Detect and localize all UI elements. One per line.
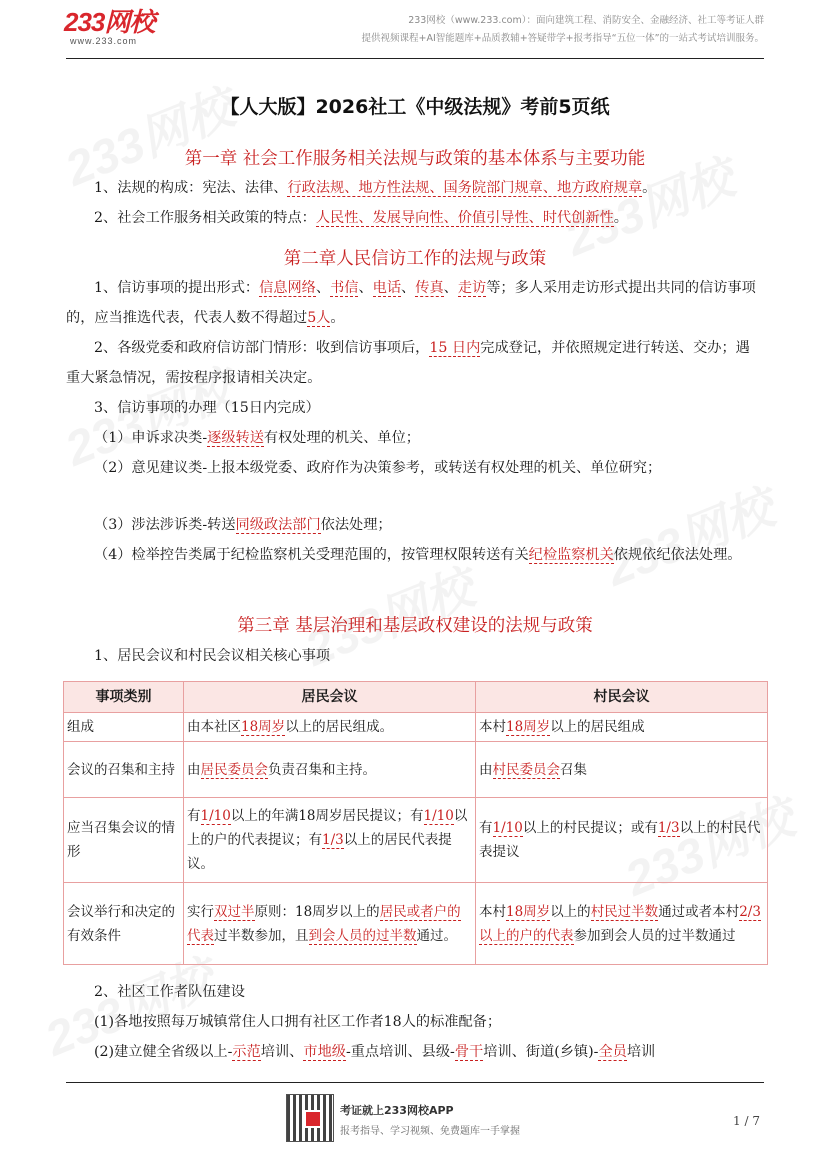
ch3-paragraph-4: (2)建立健全省级以上-示范培训、市地级-重点培训、县级-骨干培训、街道(乡镇)-全员培训 xyxy=(94,1044,656,1060)
table-cell: 应当召集会议的情形 xyxy=(64,798,184,883)
app-badge-icon xyxy=(304,1110,322,1128)
brand-logo xyxy=(64,8,154,46)
table-row xyxy=(64,883,768,965)
table-cell: 由本社区18周岁以上的居民组成。 xyxy=(184,713,476,742)
table-row xyxy=(64,742,768,798)
page-header xyxy=(0,0,830,60)
table-cell: 由居民委员会负责召集和主持。 xyxy=(184,742,476,798)
table-cell: 会议举行和决定的有效条件 xyxy=(64,883,184,965)
ch2-item-4: （4）检举控告类属于纪检监察机关受理范围的，按管理权限转送有关纪检监察机关依规依纪依法处理。 xyxy=(94,547,742,563)
header-divider xyxy=(66,58,764,59)
table-header-row xyxy=(64,682,768,713)
ch2-item-2: （2）意见建议类-上报本级党委、政府作为决策参考，或转送有权处理的机关、单位研究； xyxy=(94,460,662,476)
table-header: 事项类别 xyxy=(64,682,184,713)
chapter-1-heading: 第一章 社会工作服务相关法规与政策的基本体系与主要功能 xyxy=(184,149,646,169)
ch2-item-1: （1）申诉求决类-逐级转送有权处理的机关、单位； xyxy=(94,430,420,446)
ch2-item-3: （3）涉法涉诉类-转送同级政法部门依法处理； xyxy=(94,517,392,533)
table-cell: 本村18周岁以上的居民组成 xyxy=(476,713,768,742)
chapter-3-heading: 第三章 基层治理和基层政权建设的法规与政策 xyxy=(237,616,593,636)
table-row xyxy=(64,713,768,742)
footer-app-slogan: 考证就上233网校APP xyxy=(340,1104,454,1117)
ch2-paragraph-2: 2、各级党委和政府信访部门情形：收到信访事项后，15 日内完成登记，并依照规定进行转送、交办；遇重大紧急情况，需按程序报请相关决定。 xyxy=(66,340,750,386)
table-cell: 实行双过半原则：18周岁以上的居民或者户的代表过半数参加，且到会人员的过半数通过。 xyxy=(184,883,476,965)
ch1-paragraph-2: 2、社会工作服务相关政策的特点：人民性、发展导向性、价值引导性、时代创新性。 xyxy=(94,210,628,226)
ch3-paragraph-3: (1)各地按照每万城镇常住人口拥有社区工作者18人的标准配备； xyxy=(94,1014,502,1030)
logo-url: www.233.com xyxy=(70,36,138,46)
header-description xyxy=(362,12,765,48)
document-title: 【人大版】2026社工《中级法规》考前5页纸 xyxy=(220,96,610,118)
ch3-paragraph-2: 2、社区工作者队伍建设 xyxy=(94,984,245,1000)
page-number: 1 / 7 xyxy=(733,1114,760,1128)
footer-app-subtitle: 报考指导、学习视频、免费题库一手掌握 xyxy=(340,1126,520,1137)
footer-divider xyxy=(66,1082,764,1083)
table-cell: 会议的召集和主持 xyxy=(64,742,184,798)
table-cell: 本村18周岁以上的村民过半数通过或者本村2/3以上的户的代表参加到会人员的过半数通过 xyxy=(476,883,768,965)
table-cell: 由村民委员会召集 xyxy=(476,742,768,798)
header-line-2: 提供视频课程+AI智能题库+品质教辅+答疑带学+报考指导“五位一体”的一站式考试培训服务。 xyxy=(361,33,764,44)
logo-text: 233网校 xyxy=(64,7,155,37)
table-cell: 有1/10以上的村民提议；或有1/3以上的村民代表提议 xyxy=(476,798,768,883)
highlight: 人民性、发展导向性、价值引导性、时代创新性 xyxy=(315,210,614,226)
table-row xyxy=(64,798,768,883)
ch1-paragraph-1: 1、法规的构成：宪法、法律、行政法规、地方性法规、国务院部门规章、地方政府规章。 xyxy=(94,180,657,196)
ch2-paragraph-1: 1、信访事项的提出形式：信息网络、书信、电话、传真、走访等；多人采用走访形式提出共同的信访事项的，应当推选代表，代表人数不得超过5人。 xyxy=(66,280,756,326)
table-cell: 组成 xyxy=(64,713,184,742)
table-cell: 有1/10以上的年满18周岁居民提议；有1/10以上的户的代表提议；有1/3以上的居民代表提议。 xyxy=(184,798,476,883)
meeting-comparison-table xyxy=(63,681,768,965)
highlight: 行政法规、地方性法规、国务院部门规章、地方政府规章 xyxy=(287,180,643,196)
table-header: 村民会议 xyxy=(476,682,768,713)
ch2-paragraph-3: 3、信访事项的办理（15日内完成） xyxy=(94,400,320,416)
header-line-1: 233网校（www.233.com）：面向建筑工程、消防安全、金融经济、社工等考证人群 xyxy=(408,15,764,26)
chapter-2-heading: 第二章人民信访工作的法规与政策 xyxy=(283,249,547,269)
ch3-paragraph-1: 1、居民会议和村民会议相关核心事项 xyxy=(94,648,331,664)
table-header: 居民会议 xyxy=(184,682,476,713)
